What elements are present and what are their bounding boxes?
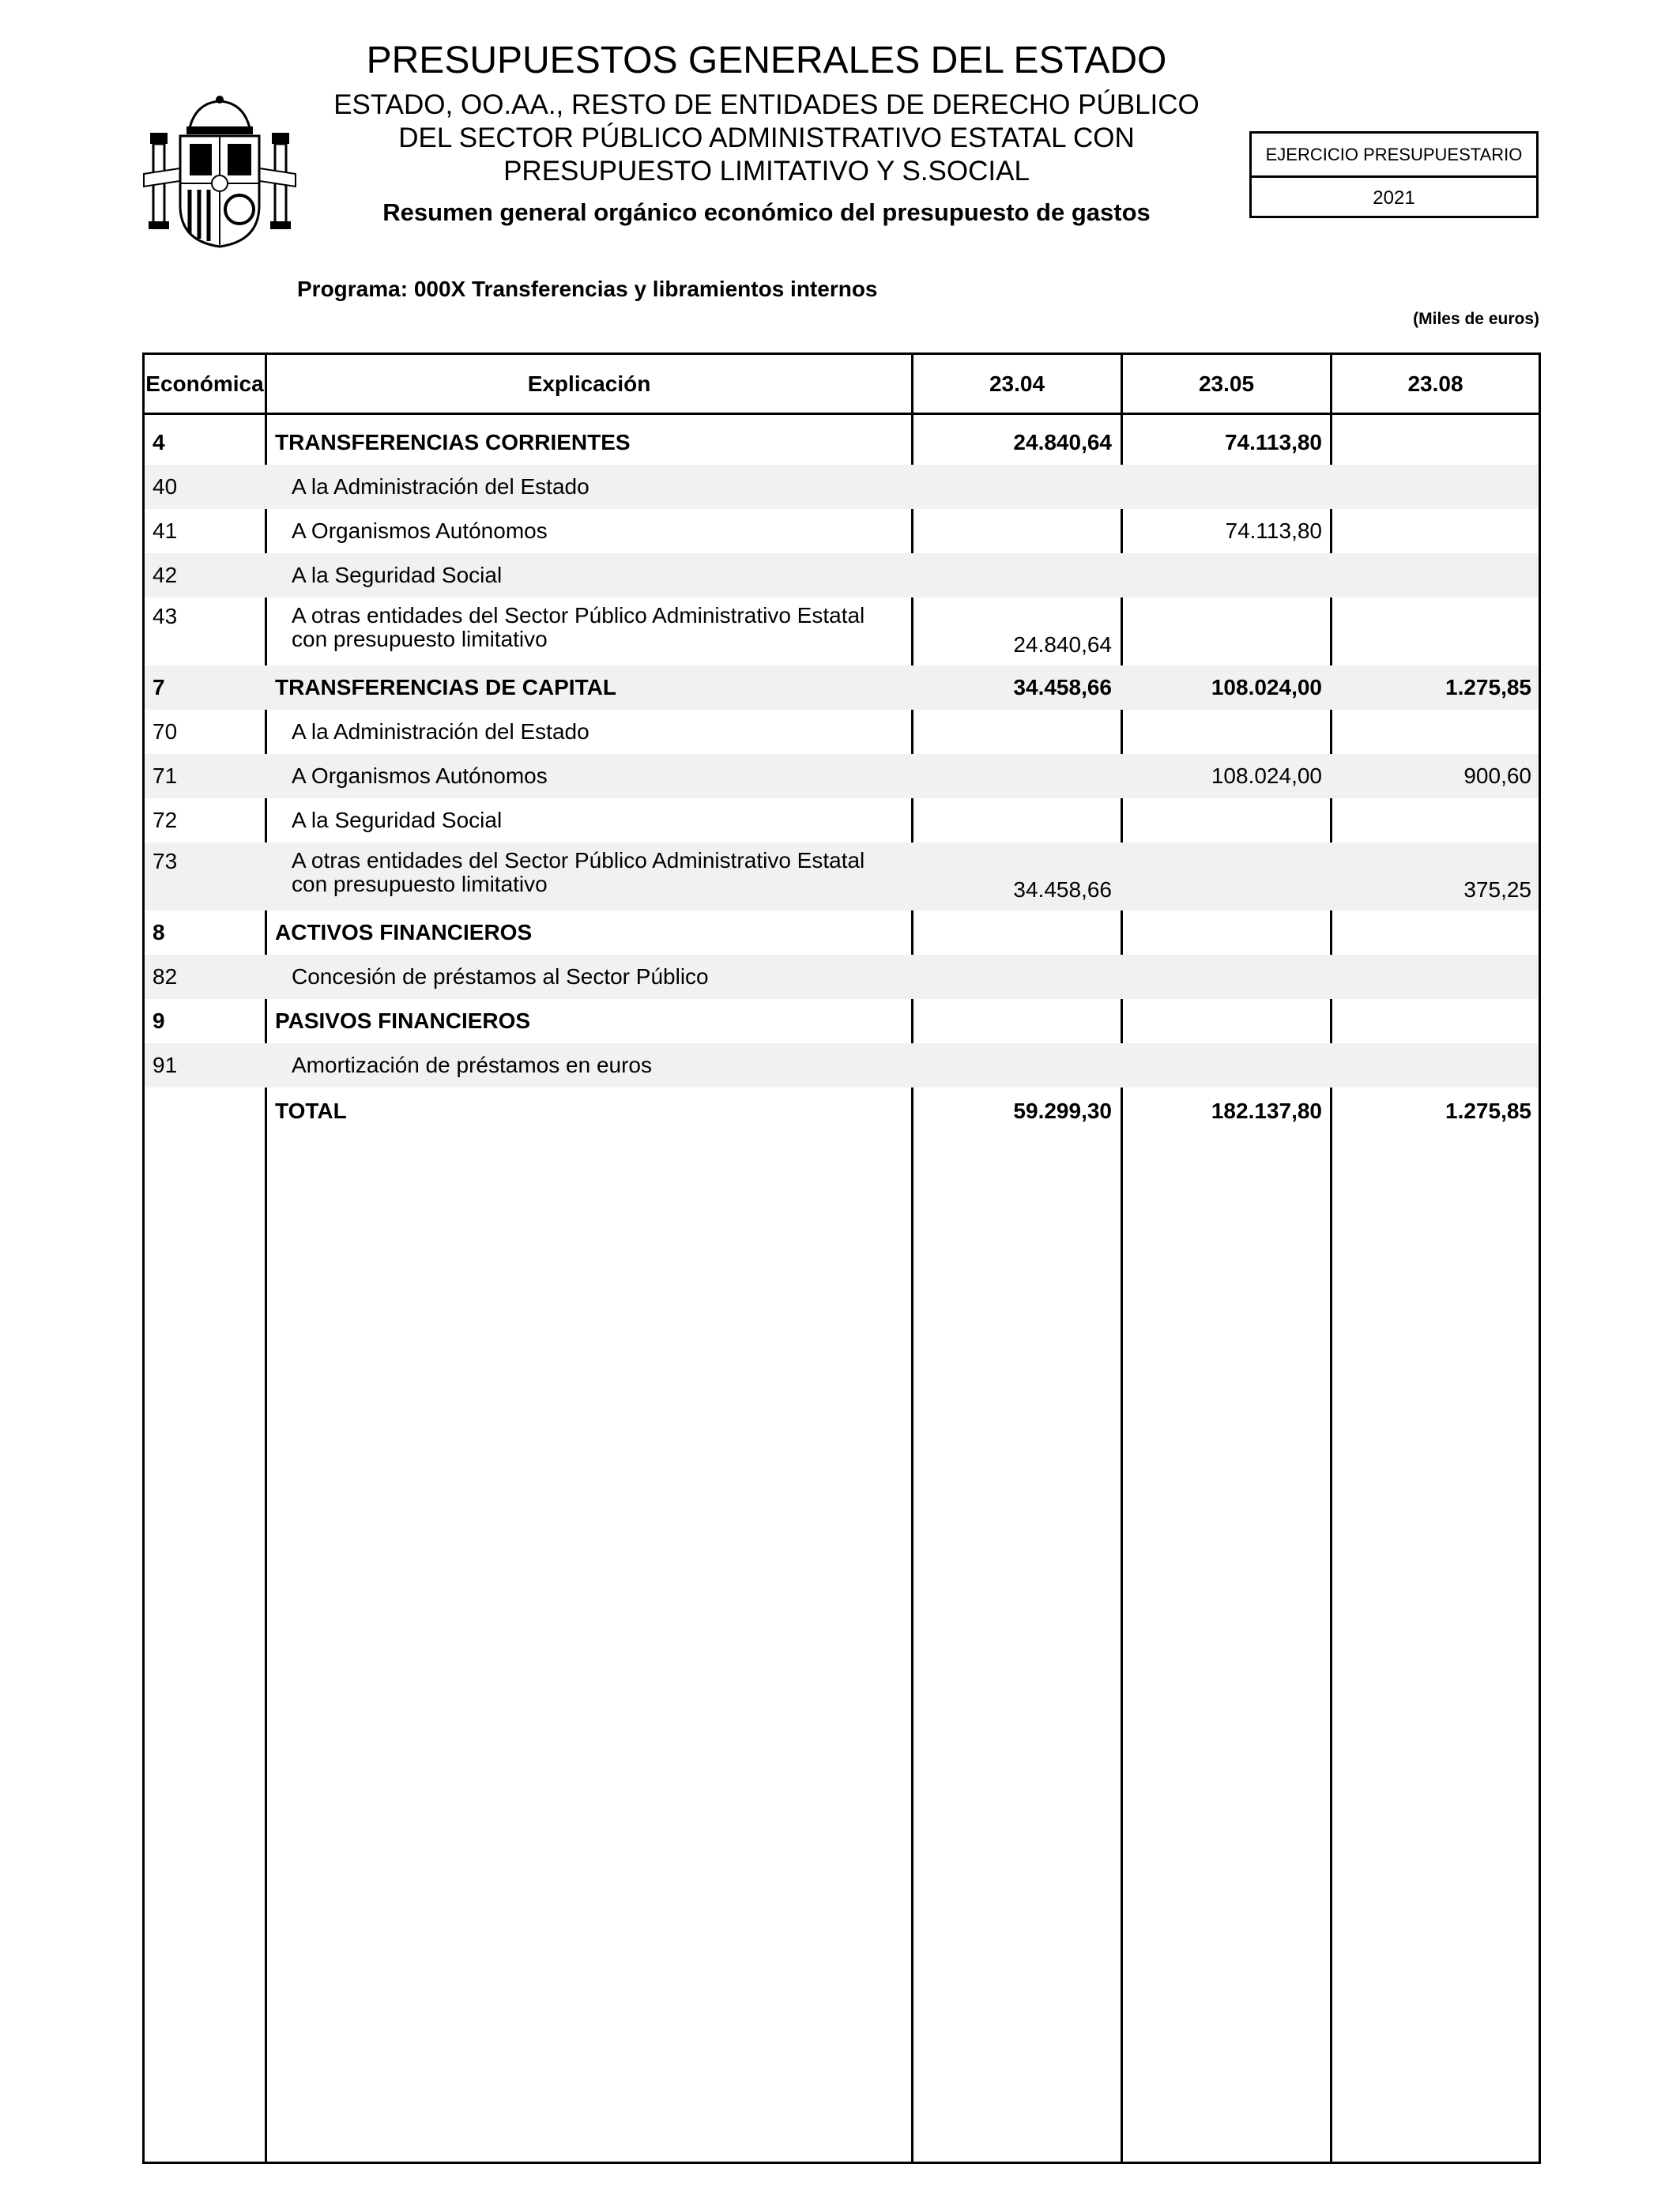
row-value-2304: [914, 553, 1112, 598]
row-value-2305: [1124, 843, 1322, 910]
row-value-2305: [1124, 798, 1322, 843]
row-value-2305: 74.113,80: [1224, 430, 1322, 454]
subtitle-line: DEL SECTOR PÚBLICO ADMINISTRATIVO ESTATAL CON: [398, 123, 1135, 153]
report-subtitle: [284, 89, 1249, 188]
table-row: [145, 509, 1539, 553]
row-description: TOTAL: [275, 1099, 347, 1123]
table-row: [145, 420, 1539, 465]
row-description: PASIVOS FINANCIEROS: [275, 1008, 531, 1033]
report-name: Resumen general orgánico económico del presupuesto de gastos: [382, 198, 1151, 226]
row-value-2305: [1124, 910, 1322, 955]
table-row: [145, 843, 1539, 910]
row-value-2304: [914, 955, 1112, 999]
col-header-2305: 23.05: [1198, 371, 1255, 396]
row-value-2308: [1334, 710, 1531, 754]
row-value-2304: [914, 710, 1112, 754]
row-value-2304: 34.458,66: [1013, 877, 1112, 902]
units-label: (Miles de euros): [1413, 310, 1539, 328]
fiscal-year-label: EJERCICIO PRESUPUESTARIO: [1252, 134, 1536, 178]
row-value-2308: [1334, 465, 1531, 509]
row-code: 72: [153, 808, 178, 832]
row-value-2308: 1.275,85: [1445, 675, 1531, 699]
row-value-2304: [914, 465, 1112, 509]
col-header-economica: Económica: [145, 371, 264, 396]
row-description: Concesión de préstamos al Sector Público: [292, 964, 709, 989]
row-code: 70: [153, 719, 178, 744]
row-value-2308: [1334, 910, 1531, 955]
row-value-2305: 74.113,80: [1225, 518, 1322, 543]
row-description: A la Seguridad Social: [292, 563, 503, 587]
row-value-2308: 900,60: [1463, 763, 1531, 788]
row-code: 42: [153, 563, 178, 587]
row-description: TRANSFERENCIAS DE CAPITAL: [275, 675, 616, 699]
total-value-2308: 1.275,85: [1445, 1099, 1531, 1123]
row-value-2308: 375,25: [1463, 877, 1531, 902]
fiscal-year-value: 2021: [1373, 187, 1415, 209]
row-code: 91: [153, 1053, 178, 1077]
row-code: [153, 1089, 263, 1133]
coat-of-arms-icon: [141, 95, 299, 253]
row-value-2308: [1334, 420, 1531, 465]
row-value-2308: [1334, 598, 1531, 665]
table-row: [145, 955, 1539, 999]
row-value-2308: [1334, 553, 1531, 598]
row-value-2305: [1124, 710, 1322, 754]
row-value-2304: [914, 910, 1112, 955]
table-row: [145, 710, 1539, 754]
col-header-2304: 23.04: [989, 371, 1045, 396]
row-value-2305: [1124, 465, 1322, 509]
row-description: Amortización de préstamos en euros: [292, 1053, 652, 1077]
row-code: 82: [153, 964, 178, 989]
subtitle-line: PRESUPUESTO LIMITATIVO Y S.SOCIAL: [503, 156, 1030, 187]
row-description: A Organismos Autónomos: [292, 763, 548, 788]
table-row: [145, 798, 1539, 843]
row-description: TRANSFERENCIAS CORRIENTES: [275, 430, 631, 454]
row-description-line: A otras entidades del Sector Público Administrativo Estatal: [292, 848, 865, 873]
row-value-2305: [1124, 553, 1322, 598]
row-value-2305: [1124, 955, 1322, 999]
header-divider: [142, 413, 1541, 415]
row-code: 8: [153, 920, 165, 944]
row-code: 73: [153, 849, 178, 873]
subtitle-line: ESTADO, OO.AA., RESTO DE ENTIDADES DE DERECHO PÚBLICO: [333, 89, 1200, 120]
program-label: Programa: 000X Transferencias y libramientos internos: [297, 277, 878, 301]
row-value-2304: [914, 509, 1112, 553]
row-value-2304: [914, 754, 1112, 798]
table-row: [145, 465, 1539, 509]
row-value-2305: [1124, 598, 1322, 665]
row-value-2304: 24.840,64: [1013, 632, 1112, 657]
row-description: A Organismos Autónomos: [292, 518, 548, 543]
fiscal-year-box: [1249, 131, 1539, 218]
table-row: [145, 598, 1539, 665]
row-code: 40: [153, 474, 178, 499]
report-title: PRESUPUESTOS GENERALES DEL ESTADO: [366, 40, 1167, 81]
row-value-2305: 108.024,00: [1211, 675, 1322, 699]
row-code: 71: [153, 763, 178, 788]
row-value-2305: [1124, 999, 1322, 1043]
row-description: A la Administración del Estado: [292, 719, 590, 744]
total-value-2305: 182.137,80: [1211, 1099, 1322, 1123]
row-description: A la Administración del Estado: [292, 474, 590, 499]
row-value-2308: [1334, 999, 1531, 1043]
row-value-2304: [914, 1043, 1112, 1088]
row-value-2308: [1334, 1043, 1531, 1088]
row-code: 9: [153, 1008, 165, 1033]
table-row: [145, 910, 1539, 955]
table-row: [145, 553, 1539, 598]
row-value-2308: [1334, 955, 1531, 999]
row-description-line: A otras entidades del Sector Público Administrativo Estatal: [292, 603, 865, 628]
row-value-2308: [1334, 798, 1531, 843]
col-header-explicacion: Explicación: [527, 371, 651, 396]
row-value-2304: [914, 999, 1112, 1043]
table-row: [145, 999, 1539, 1043]
table-row: [145, 754, 1539, 798]
row-description: A la Seguridad Social: [292, 808, 503, 832]
row-value-2304: [914, 798, 1112, 843]
row-value-2305: 108.024,00: [1211, 763, 1322, 788]
table-row: [145, 665, 1539, 710]
row-code: 43: [153, 604, 178, 628]
row-code: 41: [153, 518, 178, 543]
col-header-2308: 23.08: [1407, 371, 1463, 396]
row-code: 7: [153, 675, 165, 699]
total-value-2304: 59.299,30: [1013, 1099, 1112, 1123]
row-value-2308: [1334, 509, 1531, 553]
row-code: 4: [153, 430, 165, 454]
row-description-line: con presupuesto limitativo: [292, 872, 548, 896]
table-row-total: [145, 1089, 1539, 1133]
row-value-2305: [1124, 1043, 1322, 1088]
row-value-2304: 34.458,66: [1013, 675, 1112, 699]
row-value-2304: 24.840,64: [1013, 430, 1112, 454]
table-row: [145, 1043, 1539, 1088]
row-description-line: con presupuesto limitativo: [292, 627, 548, 651]
row-description: ACTIVOS FINANCIEROS: [275, 920, 533, 944]
